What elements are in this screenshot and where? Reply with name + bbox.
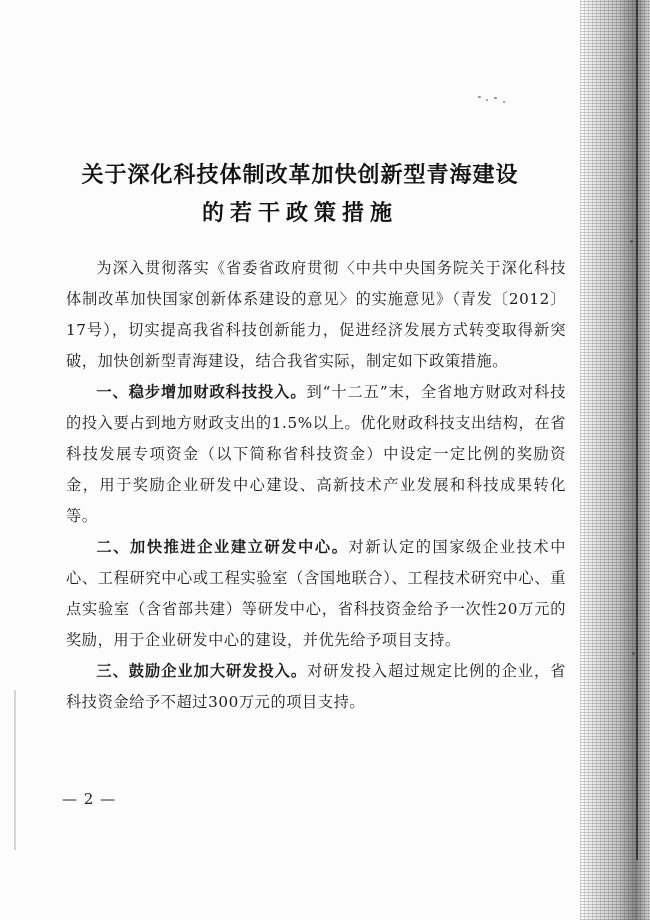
document-title-line-2: 的若干政策措施: [201, 200, 398, 226]
scan-speck: [503, 101, 505, 103]
scan-edge-noise: [580, 0, 650, 920]
section-paragraph-3: [66, 656, 566, 718]
scan-speck: [486, 99, 488, 101]
section-paragraph-1: [66, 377, 566, 532]
scan-speck: [630, 240, 633, 243]
section-text-1: 到“十二五”末，全省地方财政对科技的投入要占到地方财政支出的1.5%以上。优化财政科技支出结构，在省科技发展专项资金（以下简称省科技资金）中设定一定比例的奖励资金，用于奖励企业研发中心建设、高新技术产业发展和科技成果转化等。: [66, 383, 566, 525]
intro-paragraph: 为深入贯彻落实《省委省政府贯彻〈中共中央国务院关于深化科技体制改革加快国家创新体系建设的意见〉的实施意见》（青发〔2012〕17号），切实提高我省科技创新能力，促进经济发展方式转变取得新突破，加快创新型青海建设，结合我省实际，制定如下政策措施。: [66, 259, 566, 370]
section-heading-1: 一、稳步增加财政科技投入。: [96, 383, 307, 401]
section-text-2: 对新认定的国家级企业技术中心、工程研究中心或工程实验室（含国地联合）、工程技术研究中心、重点实验室（含省部共建）等研发中心，省科技资金给予一次性20万元的奖励，用于企业研发中心的建设，并优先给予项目支持。: [66, 538, 566, 649]
scan-speck: [632, 652, 635, 655]
page-number: — 2 —: [62, 790, 117, 808]
scan-speck: [478, 96, 481, 98]
scan-left-mark: [14, 690, 16, 850]
section-heading-2: 二、加快推进企业建立研发中心。: [96, 538, 349, 556]
section-heading-3: 三、鼓励企业加大研发投入。: [96, 662, 308, 680]
scan-edge-line: [636, 0, 638, 860]
scan-speck: [494, 97, 497, 99]
document-title-line-1: 关于深化科技体制改革加快创新型青海建设: [81, 162, 519, 188]
document-body: [66, 253, 566, 718]
section-paragraph-2: [66, 532, 566, 656]
section-text-3: 对研发投入超过规定比例的企业，省科技资金给予不超过300万元的项目支持。: [66, 662, 566, 711]
